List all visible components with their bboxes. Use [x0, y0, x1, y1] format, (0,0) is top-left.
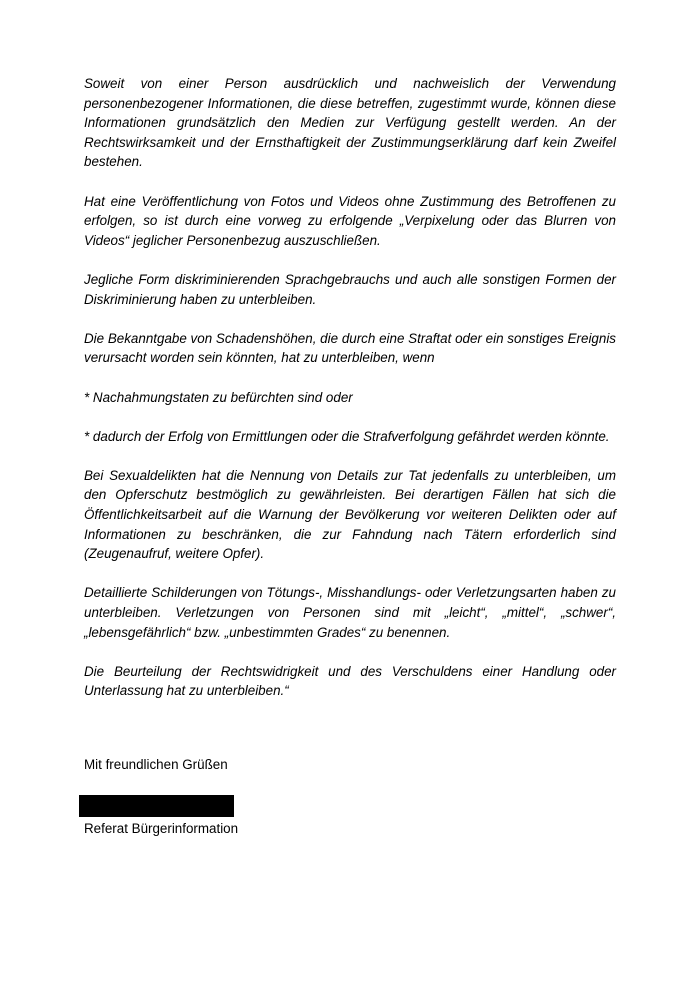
- department-name: Referat Bürgerinformation: [84, 821, 239, 836]
- paragraph-unlawfulness: Die Beurteilung der Rechtswidrigkeit und des Verschuldens einer Handlung oder Unterlassung hat zu unterbleiben.“: [84, 663, 616, 699]
- closing-greeting: Mit freundlichen Grüßen: [84, 757, 228, 772]
- paragraph-photos-videos: Hat eine Veröffentlichung von Fotos und Videos ohne Zustimmung des Betroffenen zu erfolgen, so ist durch eine vorweg zu erfolgende „Verpixelung oder das Blurren von Videos“ jeglicher Personenbezug auszuschließen.: [84, 193, 616, 248]
- document-body: [84, 74, 616, 701]
- bullet-investigation: * dadurch der Erfolg von Ermittlungen oder die Strafverfolgung gefährdet werden könnte.: [84, 428, 610, 444]
- paragraph-discrimination: Jegliche Form diskriminierenden Sprachgebrauchs und auch alle sonstigen Formen der Diskriminierung haben zu unterbleiben.: [84, 271, 616, 307]
- paragraph-damage-amounts: Die Bekanntgabe von Schadenshöhen, die durch eine Straftat oder ein sonstiges Ereignis verursacht worden sein könnten, hat zu unterbleiben, wenn: [84, 330, 616, 366]
- paragraph-injuries: Detaillierte Schilderungen von Tötungs-, Misshandlungs- oder Verletzungsarten haben zu unterbleiben. Verletzungen von Personen sind mit „leicht“, „mittel“, „schwer“, „lebensgefährlich“ bzw. „unbestimmten Grades“ zu benennen.: [84, 585, 616, 640]
- paragraph-sexual-offences: Bei Sexualdelikten hat die Nennung von Details zur Tat jedenfalls zu unterbleiben, um den Opferschutz bestmöglich zu gewährleisten. Bei derartigen Fällen hat sich die Öffentlichkeitsarbeit auf die Warnung der Bevölkerung vor weiteren Delikten oder auf Informationen zu beschränken, die zur Fahndung nach Tätern erforderlich sind (Zeugenaufruf, weitere Opfer).: [84, 467, 616, 562]
- redacted-signature: [79, 795, 234, 817]
- bullet-imitation: * Nachahmungstaten zu befürchten sind oder: [84, 389, 353, 405]
- paragraph-consent: Soweit von einer Person ausdrücklich und nachweislich der Verwendung personenbezogener Informationen, die diese betreffen, zugestimmt wurde, können diese Informationen grundsätzlich den Medien zur Verfügung gestellt werden. An der Rechtswirksamkeit und der Ernsthaftigkeit der Zustimmungserklärung darf kein Zweifel bestehen.: [84, 76, 616, 170]
